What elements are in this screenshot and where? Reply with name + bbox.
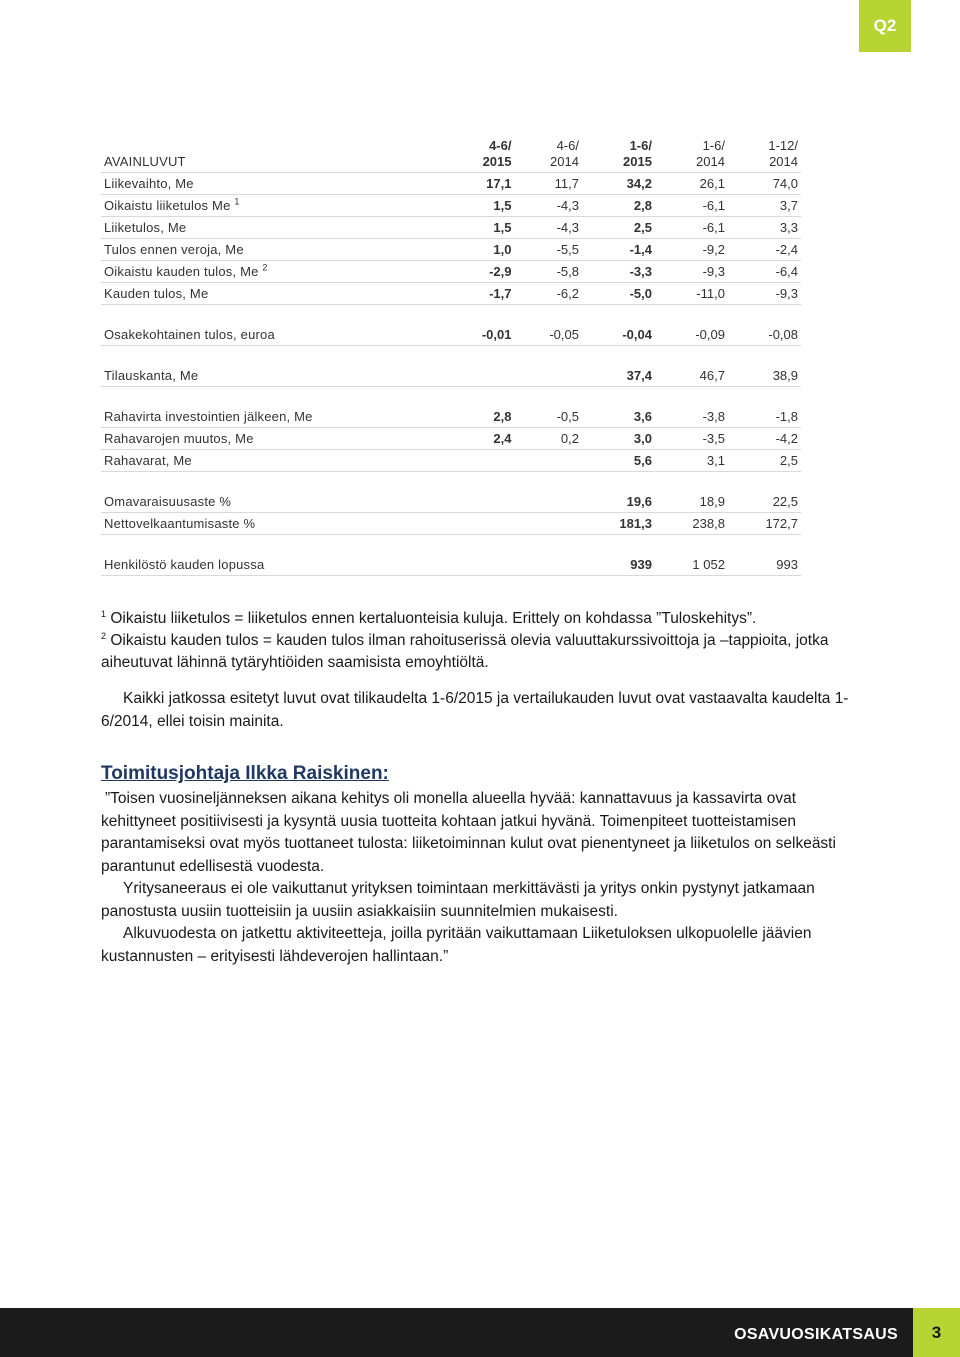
cell-value: -0,09 bbox=[655, 324, 728, 346]
cell-value: 3,1 bbox=[655, 450, 728, 472]
cell-value: 74,0 bbox=[728, 173, 801, 195]
cell-value: 22,5 bbox=[728, 491, 801, 513]
ceo-heading: Toimitusjohtaja Ilkka Raiskinen: bbox=[101, 763, 389, 784]
row-label bbox=[101, 450, 447, 472]
table-row bbox=[101, 239, 801, 261]
footnote-2-text: Oikaistu kauden tulos = kauden tulos ilman rahoituserissä olevia valuuttakurssivoittoja ja –tappioita, jotka aiheutuvat lähinnä tytäryhtiöiden saamisista emoyhtiöltä. bbox=[101, 632, 829, 671]
column-header-3 bbox=[582, 138, 655, 173]
cell-value: -6,4 bbox=[728, 261, 801, 283]
cell-value bbox=[514, 450, 581, 472]
row-label-text: Rahavarojen muutos, Me bbox=[104, 431, 254, 446]
column-header-year: 2014 bbox=[769, 154, 798, 169]
cell-value: -0,04 bbox=[582, 324, 655, 346]
ceo-paragraph-3: Alkuvuodesta on jatkettu aktiviteetteja, joilla pyritään vaikuttamaan Liiketuloksen ulkopuolelle jäävien kustannusten – erityisesti lähdeverojen hallintaan.” bbox=[101, 925, 812, 965]
cell-value: 1,0 bbox=[447, 239, 514, 261]
cell-value bbox=[447, 365, 514, 387]
footnote-1-marker: 1 bbox=[101, 608, 107, 619]
ceo-statement bbox=[101, 788, 866, 968]
page-number: 3 bbox=[913, 1308, 960, 1357]
footnote-1-text: Oikaistu liiketulos = liiketulos ennen kertaluonteisia kuluja. Erittely on kohdassa ”Tuloskehitys”. bbox=[110, 610, 757, 627]
cell-value: 3,3 bbox=[728, 217, 801, 239]
cell-value: 3,6 bbox=[582, 406, 655, 428]
cell-value: -9,3 bbox=[655, 261, 728, 283]
cell-value bbox=[447, 554, 514, 576]
table-body bbox=[101, 173, 801, 576]
column-header-2 bbox=[514, 138, 581, 173]
group-spacer bbox=[101, 472, 801, 492]
cell-value: -4,3 bbox=[514, 217, 581, 239]
cell-value: 2,5 bbox=[582, 217, 655, 239]
row-label bbox=[101, 324, 447, 346]
cell-value: 18,9 bbox=[655, 491, 728, 513]
row-label bbox=[101, 491, 447, 513]
cell-value: 11,7 bbox=[514, 173, 581, 195]
cell-value: -5,0 bbox=[582, 283, 655, 305]
cell-value: 1,5 bbox=[447, 195, 514, 217]
row-label-text: Liikevaihto, Me bbox=[104, 176, 194, 191]
column-header-year: 2014 bbox=[550, 154, 579, 169]
table-header-row bbox=[101, 138, 801, 173]
column-header-year: 2014 bbox=[696, 154, 725, 169]
cell-value: -6,1 bbox=[655, 195, 728, 217]
table-row bbox=[101, 450, 801, 472]
table-row bbox=[101, 283, 801, 305]
cell-value: 46,7 bbox=[655, 365, 728, 387]
cell-value: 172,7 bbox=[728, 513, 801, 535]
cell-value: -11,0 bbox=[655, 283, 728, 305]
row-label bbox=[101, 239, 447, 261]
table-header-label: AVAINLUVUT bbox=[101, 138, 447, 173]
row-label bbox=[101, 406, 447, 428]
cell-value bbox=[447, 513, 514, 535]
cell-value: -1,4 bbox=[582, 239, 655, 261]
cell-value: 26,1 bbox=[655, 173, 728, 195]
column-header-period: 1-12/ bbox=[768, 138, 798, 153]
table-row bbox=[101, 554, 801, 576]
cell-value: -5,5 bbox=[514, 239, 581, 261]
intro-section bbox=[101, 688, 861, 733]
row-label-text: Rahavirta investointien jälkeen, Me bbox=[104, 409, 313, 424]
cell-value: 2,8 bbox=[447, 406, 514, 428]
row-label-text: Tilauskanta, Me bbox=[104, 368, 199, 383]
cell-value: -2,4 bbox=[728, 239, 801, 261]
cell-value bbox=[447, 450, 514, 472]
cell-value: -6,2 bbox=[514, 283, 581, 305]
row-label-text: Omavaraisuusaste % bbox=[104, 494, 232, 509]
table-row bbox=[101, 491, 801, 513]
cell-value: -0,5 bbox=[514, 406, 581, 428]
group-spacer bbox=[101, 535, 801, 555]
table-row bbox=[101, 195, 801, 217]
cell-value bbox=[514, 554, 581, 576]
row-label bbox=[101, 365, 447, 387]
column-header-5 bbox=[728, 138, 801, 173]
cell-value: -2,9 bbox=[447, 261, 514, 283]
cell-value: 5,6 bbox=[582, 450, 655, 472]
column-header-4 bbox=[655, 138, 728, 173]
cell-value: -6,1 bbox=[655, 217, 728, 239]
column-header-year: 2015 bbox=[482, 154, 512, 169]
footer-title: OSAVUOSIKATSAUS bbox=[734, 1326, 898, 1343]
column-header-period: 1-6/ bbox=[702, 138, 725, 153]
column-header-period: 4-6/ bbox=[489, 138, 512, 153]
cell-value: 3,0 bbox=[582, 428, 655, 450]
row-label-text: Oikaistu kauden tulos, Me bbox=[104, 264, 259, 279]
row-footnote-marker: 1 bbox=[234, 196, 240, 207]
cell-value: 3,7 bbox=[728, 195, 801, 217]
quarter-badge: Q2 bbox=[859, 0, 911, 52]
cell-value: -9,2 bbox=[655, 239, 728, 261]
column-header-period: 1-6/ bbox=[629, 138, 652, 153]
row-footnote-marker: 2 bbox=[262, 262, 268, 273]
group-spacer bbox=[101, 387, 801, 407]
cell-value: 19,6 bbox=[582, 491, 655, 513]
column-header-1 bbox=[447, 138, 514, 173]
row-label bbox=[101, 428, 447, 450]
row-label-text: Tulos ennen veroja, Me bbox=[104, 242, 244, 257]
cell-value: 1,5 bbox=[447, 217, 514, 239]
key-figures-table bbox=[101, 138, 801, 576]
cell-value: 17,1 bbox=[447, 173, 514, 195]
cell-value: 993 bbox=[728, 554, 801, 576]
cell-value: -3,5 bbox=[655, 428, 728, 450]
column-header-year: 2015 bbox=[623, 154, 652, 169]
row-label-text: Oikaistu liiketulos Me bbox=[104, 198, 231, 213]
row-label bbox=[101, 513, 447, 535]
cell-value: -1,7 bbox=[447, 283, 514, 305]
cell-value: -4,3 bbox=[514, 195, 581, 217]
table-row bbox=[101, 261, 801, 283]
footnote-2-marker: 2 bbox=[101, 630, 107, 641]
ceo-paragraph-2: Yritysaneeraus ei ole vaikuttanut yrityksen toimintaan merkittävästi ja yritys onkin pystynyt jatkamaan panostusta uusiin tuotteisiin ja uusiin asiakkaisiin suunnitelmien mukaisesti. bbox=[101, 880, 815, 920]
cell-value: 939 bbox=[582, 554, 655, 576]
row-label-text: Osakekohtainen tulos, euroa bbox=[104, 327, 275, 342]
column-header-period: 4-6/ bbox=[556, 138, 579, 153]
intro-paragraph: Kaikki jatkossa esitetyt luvut ovat tilikaudelta 1-6/2015 ja vertailukauden luvut ovat vastaavalta kaudelta 1-6/2014, ellei toisin mainita. bbox=[101, 690, 849, 730]
row-label bbox=[101, 195, 447, 217]
cell-value: 34,2 bbox=[582, 173, 655, 195]
row-label bbox=[101, 261, 447, 283]
table-row bbox=[101, 173, 801, 195]
cell-value: -4,2 bbox=[728, 428, 801, 450]
group-spacer bbox=[101, 305, 801, 325]
cell-value: -3,3 bbox=[582, 261, 655, 283]
table-row bbox=[101, 365, 801, 387]
cell-value: -9,3 bbox=[728, 283, 801, 305]
footnotes bbox=[101, 608, 831, 674]
table-row bbox=[101, 513, 801, 535]
cell-value: 181,3 bbox=[582, 513, 655, 535]
cell-value: 2,4 bbox=[447, 428, 514, 450]
cell-value: 37,4 bbox=[582, 365, 655, 387]
cell-value: -5,8 bbox=[514, 261, 581, 283]
cell-value: -0,08 bbox=[728, 324, 801, 346]
cell-value bbox=[447, 491, 514, 513]
cell-value bbox=[514, 513, 581, 535]
cell-value: 38,9 bbox=[728, 365, 801, 387]
cell-value: -0,01 bbox=[447, 324, 514, 346]
cell-value: 2,8 bbox=[582, 195, 655, 217]
row-label bbox=[101, 283, 447, 305]
table-row bbox=[101, 324, 801, 346]
cell-value: -3,8 bbox=[655, 406, 728, 428]
cell-value: 2,5 bbox=[728, 450, 801, 472]
cell-value bbox=[514, 365, 581, 387]
row-label-text: Liiketulos, Me bbox=[104, 220, 187, 235]
cell-value: 1 052 bbox=[655, 554, 728, 576]
row-label bbox=[101, 554, 447, 576]
cell-value: 238,8 bbox=[655, 513, 728, 535]
footnote-2 bbox=[101, 630, 831, 674]
group-spacer bbox=[101, 346, 801, 366]
ceo-paragraph-1: ”Toisen vuosineljänneksen aikana kehitys oli monella alueella hyvää: kannattavuus ja kassavirta ovat kehittyneet positiivisesti ja kysyntä uusia tuotteita kohtaan jatkui hyvänä. Toimenpiteet tuotteistamisen parantamiseksi ovat myös tuottaneet tulosta: liiketoiminnan kulut ovat pienentyneet ja liiketulos on selkeästi parantunut edellisestä vuodesta. bbox=[101, 790, 836, 875]
row-label-text: Kauden tulos, Me bbox=[104, 286, 209, 301]
table-row bbox=[101, 428, 801, 450]
row-label-text: Nettovelkaantumisaste % bbox=[104, 516, 256, 531]
row-label bbox=[101, 173, 447, 195]
cell-value bbox=[514, 491, 581, 513]
cell-value: 0,2 bbox=[514, 428, 581, 450]
cell-value: -1,8 bbox=[728, 406, 801, 428]
row-label-text: Henkilöstö kauden lopussa bbox=[104, 557, 265, 572]
footnote-1 bbox=[101, 608, 831, 630]
row-label-text: Rahavarat, Me bbox=[104, 453, 192, 468]
cell-value: -0,05 bbox=[514, 324, 581, 346]
table-row bbox=[101, 217, 801, 239]
row-label bbox=[101, 217, 447, 239]
table-row bbox=[101, 406, 801, 428]
